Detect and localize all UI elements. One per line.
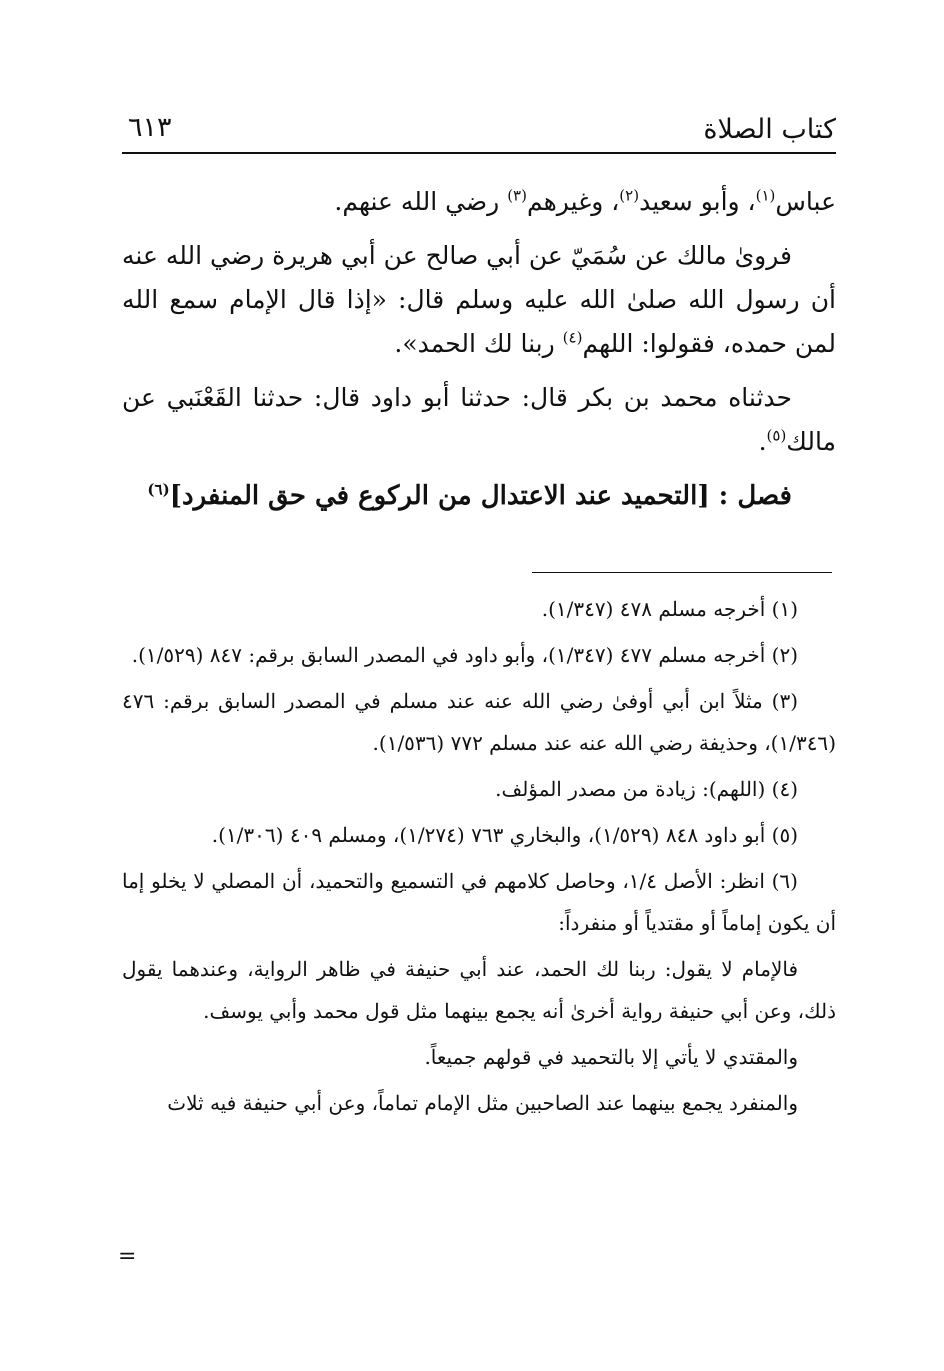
paragraph-1: [122, 180, 836, 224]
footnote-ref-6: (٦): [147, 480, 170, 499]
footnotes: [122, 588, 836, 1128]
footnote-ref-2: (٢): [619, 186, 640, 205]
continuation-mark: =: [118, 1244, 137, 1269]
text-span: رضي الله عنهم.: [334, 187, 508, 216]
page-header: [122, 106, 836, 154]
text-span: فروىٰ مالك عن سُمَيّ عن أبي صالح عن أبي هريرة رضي الله عنه أن رسول الله صلىٰ الله عليه وسلم قال: «إذا قال الإمام سمع الله لمن حمده، فقولوا: اللهم: [122, 241, 836, 358]
footnote-ref-5: (٥): [766, 426, 787, 445]
footnote-1: (١) أخرجه مسلم ٤٧٨ (١/٣٤٧).: [541, 597, 798, 621]
heading-text: فصل : [التحميد عند الاعتدال من الركوع في حق المنفرد]: [169, 481, 792, 511]
paragraph-3: [122, 376, 836, 464]
footnote-ref-3: (٣): [507, 186, 527, 205]
footnote-6: (٦) انظر: الأصل ١/٤، وحاصل كلامهم في التسميع والتحميد، أن المصلي لا يخلو إما أن يكون إماماً أو مقتدياً أو منفرداً:: [122, 869, 836, 935]
footnote-separator: [532, 572, 832, 573]
footnote-6-paragraph-4: والمنفرد يجمع بينهما عند الصاحبين مثل الإمام تماماً، وعن أبي حنيفة فيه ثلاث: [167, 1091, 798, 1115]
paragraph-2: [122, 234, 836, 366]
footnote-5: (٥) أبو داود ٨٤٨ (١/٥٢٩)، والبخاري ٧٦٣ (١/٢٧٤)، ومسلم ٤٠٩ (١/٣٠٦).: [211, 823, 798, 847]
footnote-6-paragraph-3: والمقتدي لا يأتي إلا بالتحميد في قولهم جميعاً.: [424, 1045, 798, 1069]
text-span: ، وغيرهم: [526, 187, 620, 216]
running-title: كتاب الصلاة: [703, 114, 836, 145]
footnote-6-paragraph-2: فالإمام لا يقول: ربنا لك الحمد، عند أبي حنيفة في ظاهر الرواية، وعندهما يقول ذلك، وعن أبي حنيفة رواية أخرىٰ أنه يجمع بينهما مثل قول محمد وأبي يوسف.: [122, 957, 836, 1023]
text-span: .: [758, 427, 767, 456]
text-span: حدثناه محمد بن بكر قال: حدثنا أبو داود قال: حدثنا القَعْنَبي عن مالك: [122, 383, 836, 456]
footnote-2: (٢) أخرجه مسلم ٤٧٧ (١/٣٤٧)، وأبو داود في المصدر السابق برقم: ٨٤٧ (١/٥٢٩).: [131, 643, 798, 667]
footnote-ref-4: (٤): [562, 328, 583, 347]
text-span: عباس: [775, 187, 836, 216]
footnote-3: (٣) مثلاً ابن أبي أوفىٰ رضي الله عنه عند مسلم في المصدر السابق برقم: ٤٧٦ (١/٣٤٦)، وحذيفة رضي الله عنه عند مسلم ٧٧٢ (١/٥٣٦).: [122, 689, 836, 755]
main-text: [122, 180, 836, 528]
section-heading: [122, 474, 836, 518]
text-span: ربنا لك الحمد».: [394, 329, 563, 358]
text-span: ، وأبو سعيد: [639, 187, 756, 216]
footnote-ref-1: (١): [755, 186, 776, 205]
footnote-4: (٤) (اللهم): زيادة من مصدر المؤلف.: [495, 777, 798, 801]
page-number: ٦١٣: [128, 112, 172, 143]
